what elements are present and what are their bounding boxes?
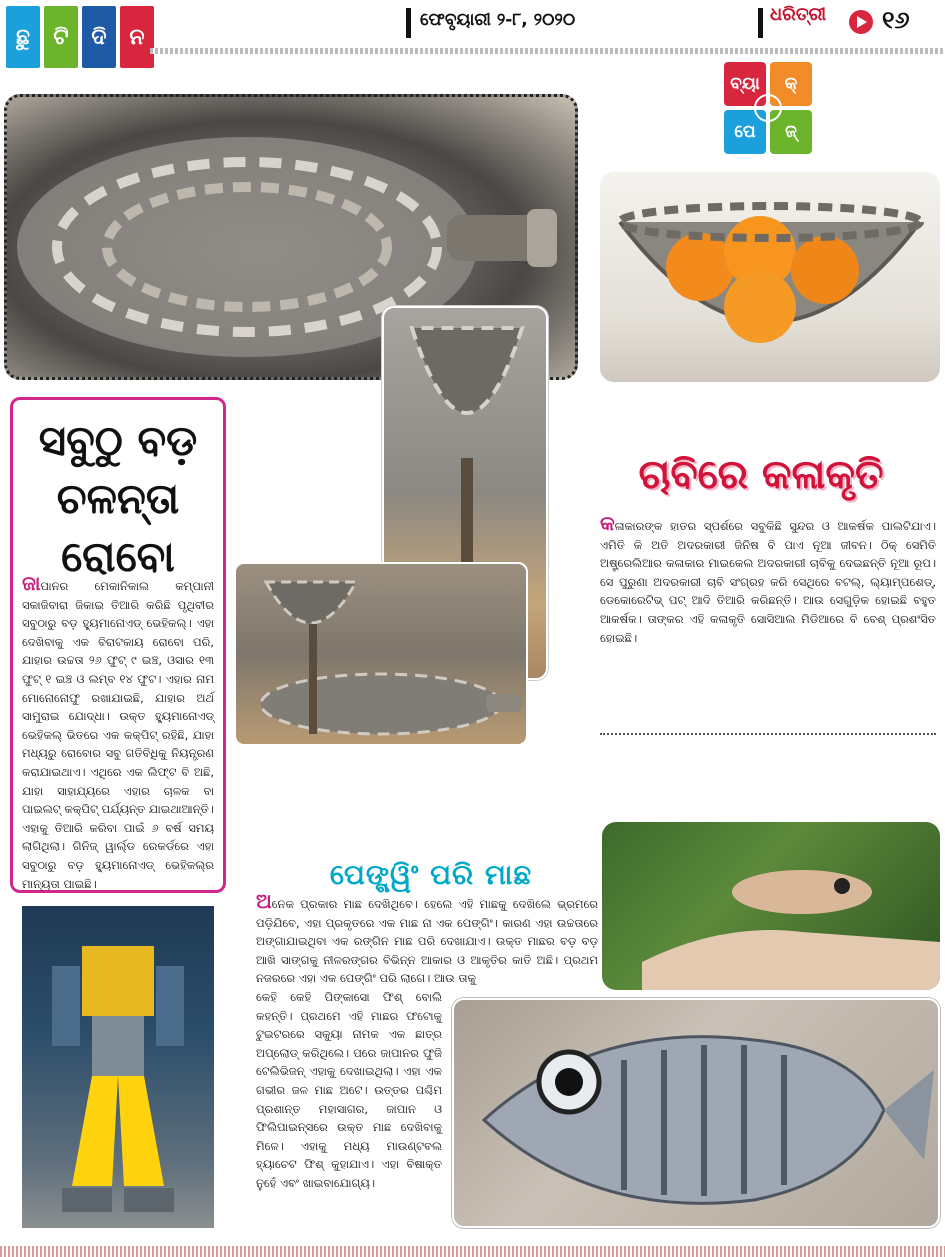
badge-tile: ଜ୍ — [770, 110, 812, 154]
fish-story-title: ପେଙ୍ଗ୍ୱିଂ ପରି ମାଛ — [329, 858, 533, 891]
giant-robot-photo — [22, 906, 214, 1228]
dotted-divider — [600, 733, 936, 735]
badge-tile: ବ୍ୟା — [724, 62, 766, 106]
section-tile: ନ — [120, 6, 154, 68]
keys-story-text: ଳାକାରଙ୍କ ହାତର ସ୍ପର୍ଶରେ ସବୁକିଛି ସୁନ୍ଦର ଓ ଆକର୍ଷକ ପାଲଟିଯାଏ। ଏମିତି କି ଅତି ଅଦରକାରୀ ଜିନିଷ ବି ପାଏ ନୂଆ ଜୀବନ। ଠିକ୍ ସେମିତି ଅଷ୍ଟ୍ରେଲିଆର କଳାକାର ମାଇକେଲ ଅଦରକାରୀ ଚାବିକୁ ଦେଇଛନ୍ତି ନୂଆ ରୂପ। ସେ ପୁରୁଣା ଅଦରକାରୀ ଚାବି ସଂଗ୍ରହ କରି ସେଥିରେ ବଟଲ୍, ଲ୍ୟାମ୍ପଶେଡ୍, ଡେକୋରେଟିଭ୍ ପଟ୍ ଆଦି ତିଆରି କରିଛନ୍ତି। ଆଉ ସେଗୁଡ଼ିକ ହୋଇଛି ବହୁତ ଆକର୍ଷକ। ତାଙ୍କର ଏହି କଳାକୃତି ସୋସିଆଲ ମିଡିଆରେ ବି ବେଶ୍ ପ୍ରଶଂସିତ ହୋଇଛି। — [600, 519, 936, 645]
drop-cap: ଅ — [256, 889, 272, 913]
play-arrow-icon — [849, 10, 873, 34]
fish-in-hand-photo — [602, 822, 940, 990]
keys-story-title: ଚାବିରେ କଳାକୃତି — [638, 452, 884, 498]
issue-date: ଫେବୃୟାରୀ ୨-୮, ୨୦୨୦ — [420, 10, 576, 30]
drop-cap: କ — [600, 511, 615, 535]
drop-cap: ଜା — [22, 571, 41, 595]
section-tile: ଟି — [44, 6, 78, 68]
header-divider — [406, 8, 411, 38]
section-tile: ଛୁ — [6, 6, 40, 68]
footer-rule — [0, 1246, 945, 1257]
fish-story-body-narrow: କେହି କେହି ପିଙ୍କାସୋ ଫିଶ୍ ବୋଲି କହନ୍ତି। ପ୍ରଥମେ ଏହି ମାଛର ଫଟୋକୁ ଟୁଇଟରରେ ସକୁୟା ନାମକ ଏକ ଛାତ୍ର ଅପ୍‌ଲୋଡ୍ କରିଥିଲେ। ପରେ ଜାପାନର ଫୁଜି ଟେଲିଭିଜନ୍ ଏହାକୁ ଦେଖାଇଥିଲା। ଏହା ଏକ ଗଭୀର ଜଳ ମାଛ ଅଟେ। ଉତ୍ତର ପଶ୍ଚିମ ପ୍ରଶାନ୍ତ ମହାସାଗର, ଜାପାନ ଓ ଫିଲିପାଇନ୍ସରେ ଉକ୍ତ ମାଛ ଦେଖିବାକୁ ମିଳେ। ଏହାକୁ ମଧ୍ୟ ମାଉଣ୍ଟବଲ ହ୍ୟାଚେଟ ଫିଶ୍ କୁହାଯାଏ। ଏହା ବିଷାକ୍ତ ନୁହେଁ ଏବଂ ଖାଇବାଯୋଗ୍ୟ। — [256, 990, 442, 1190]
header-divider — [758, 8, 763, 38]
badge-tile: କ୍ — [770, 62, 812, 106]
page-number: ୧୬ — [882, 6, 910, 34]
badge-tile: ପେ — [724, 110, 766, 154]
robot-story-text: ପାନର ମେକାନିକାଲ କମ୍ପାନୀ ସକାଜିବାରା ଜିକାଇ ତିଆରି କରିଛି ପୃଥିବୀର ସବୁଠାରୁ ବଡ଼ ହ୍ୟୁମାନୋଏଡ୍ ଭେହିକଲ୍। ଏହା ଦେଖିବାକୁ ଏକ ବିରାଟକାୟ ରୋବୋ ପରି, ଯାହାର ଉଚ୍ଚତା ୨୬ ଫୁଟ୍ ୯ ଇଞ୍ଚ, ଓସାର ୧୩ ଫୁଟ୍ ୧ ଇଞ୍ଚ ଓ ଲମ୍ବ ୧୪ ଫୁଟ। ଏହାର ନାମ ମୋନୋନୋଫୁ ରଖାଯାଇଛି, ଯାହାର ଅର୍ଥ ସାମୁରାଇ ଯୋଦ୍ଧା। ଉକ୍ତ ହ୍ୟୁମାନୋଏଡ୍ ଭେହିକଲ୍ ଭିତରେ ଏକ କକ୍‌ପିଟ୍ ରହିଛି, ଯାହା ମଧ୍ୟରୁ ରୋବୋର ସବୁ ଗତିବିଧିକୁ ନିୟନ୍ତ୍ରଣ କରାଯାଇଥାଏ। ଏଥିରେ ଏକ ଲିଫ୍ଟ ବି ଅଛି, ଯାହା ସାହାଯ୍ୟରେ ଏହାର ଚାଳକ ବା ପାଇଲଟ୍ କକ୍‌ପିଟ୍ ପର୍ଯ୍ୟନ୍ତ ଯାଇଥାଆନ୍ତି। ଏହାକୁ ତିଆରି କରିବା ପାଇଁ ୬ ବର୍ଷ ସମୟ ଲାଗିଥିଲା। ଗିନିଜ୍ ୱାର୍ଲ୍ଡ ରେକର୍ଡରେ ଏହା ସବୁଠାରୁ ବଡ଼ ହ୍ୟୁମାନୋଏଡ୍ ଭେହିକଲ୍‌ର ମାନ୍ୟତା ପାଇଛି। — [22, 579, 214, 891]
section-tile: ଦି — [82, 6, 116, 68]
fish-story-body-wide — [256, 889, 598, 988]
robot-story-title: ସବୁଠୁ ବଡ଼ ଚଳନ୍ତା ରୋବୋ — [38, 416, 198, 581]
robot-story-body — [22, 571, 214, 893]
header-rule — [150, 48, 945, 54]
section-title-tiles — [6, 6, 154, 68]
newspaper-logo: ଧରିତ୍ରୀ — [770, 4, 827, 25]
back-page-badge — [724, 62, 812, 158]
hatchetfish-photo — [452, 998, 940, 1228]
keys-story-body — [600, 511, 936, 647]
key-glass-and-bottle-photo — [234, 562, 528, 746]
badge-ring — [754, 94, 782, 122]
key-bowl-photo — [600, 172, 940, 382]
fish-story-text-wide: ନେକ ପ୍ରକାର ମାଛ ଦେଖିଥିବେ। ହେଲେ ଏହି ମାଛକୁ ଦେଖିଲେ ଭ୍ରମରେ ପଡ଼ିଯିବେ, ଏହା ପ୍ରକୃତରେ ଏକ ମାଛ ନା ଏକ ପେଙ୍ଗିଂ। କାରଣ ଏହା ଉଚ୍ଚତାରେ ଅଙ୍ଗାଯାଇଥିବା ଏକ ରଙ୍ଗିନ ମାଛ ପରି ଦେଖାଯାଏ। ଉକ୍ତ ମାଛର ବଡ଼ ବଡ଼ ଆଖି ସାଙ୍ଗକୁ ନୀଳରଙ୍ଗର ବିଭିନ୍ନ ଆକାର ଓ ଆକୃତିର କାତି ଅଛି। ପ୍ରଥମ ନଜରରେ ଏହା ଏକ ପେଙ୍ଗିଂ ପରି ଲାଗେ। ଆଉ ତାକୁ — [256, 897, 598, 986]
